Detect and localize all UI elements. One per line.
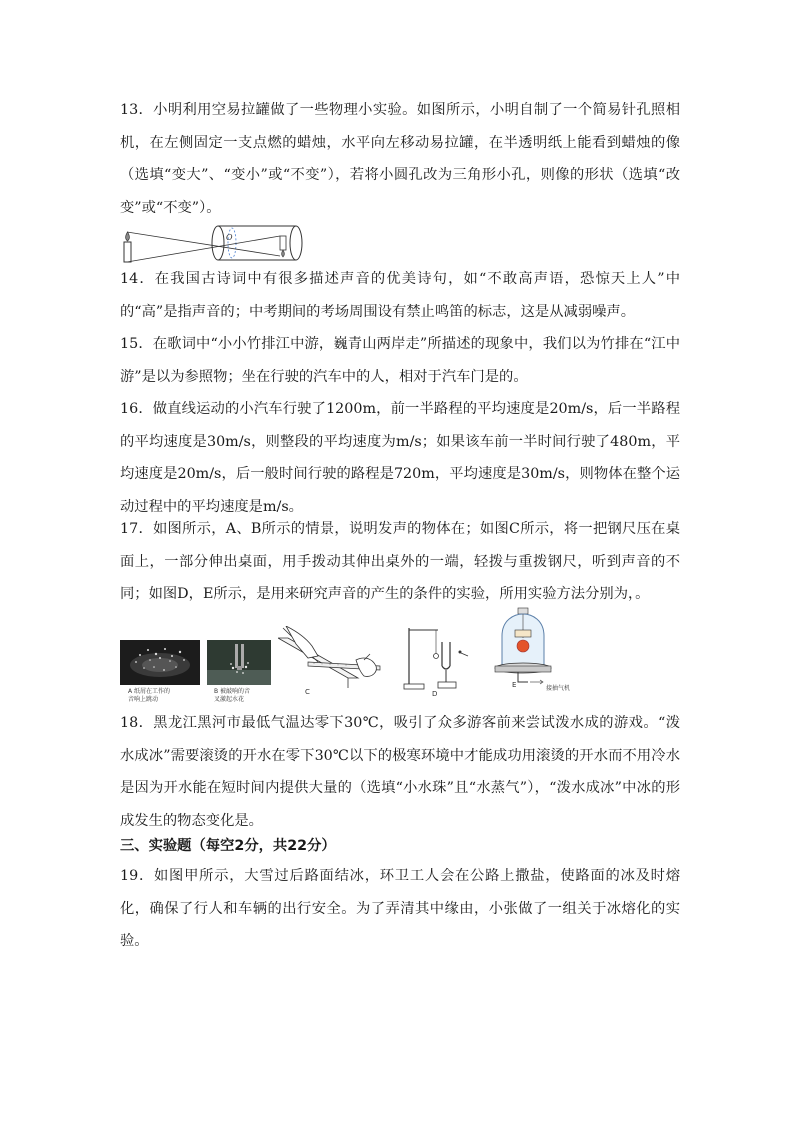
caption-a: A 纸屑在工作的 音响上跳动 bbox=[128, 688, 171, 703]
question-16 bbox=[120, 393, 680, 523]
figure-a-speaker-photo bbox=[120, 640, 200, 685]
question-19 bbox=[120, 860, 680, 958]
section-three-heading: 三、实验题（每空2分，共22分） bbox=[120, 838, 336, 854]
figure-d-tuning-fork-ball bbox=[400, 622, 470, 692]
question-15 bbox=[120, 328, 680, 393]
question-18-text: 18．黑龙江黑河市最低气温达零下30℃，吸引了众多游客前来尝试泼水成的游戏。“泼水成冰”需要滚烫的开水在零下30℃以下的极寒环境中才能成功用滚烫的开水而不用冷水是因为开水能在短时间内提供大量的（选填“小水珠”且“水蒸气”），“泼水成冰”中冰的形成发生的物态变化是。 bbox=[120, 715, 680, 829]
figure-e-bell-jar bbox=[488, 606, 558, 690]
question-13-text: 13．小明利用空易拉罐做了一些物理小实验。如图所示，小明自制了一个简易针孔照相机，在左侧固定一支点燃的蜡烛，水平向左移动易拉罐，在半透明纸上能看到蜡烛的像（选填“变大”、“变小”或“不变”），若将小圆孔改为三角形小孔，则像的形状（选填“改变”或“不变”）。 bbox=[120, 102, 680, 216]
question-17 bbox=[120, 513, 680, 611]
caption-d: D bbox=[432, 690, 438, 698]
speaker-paper-icon bbox=[120, 640, 200, 685]
tuning-fork-water-icon bbox=[207, 640, 271, 685]
question-19-text: 19．如图甲所示，大雪过后路面结冰，环卫工人会在公路上撒盐，使路面的冰及时熔化，确保了行人和车辆的出行安全。为了弄清其中缘由，小张做了一组关于冰熔化的实验。 bbox=[120, 868, 680, 949]
figure-c-ruler-desk bbox=[278, 626, 388, 688]
question-13 bbox=[120, 94, 680, 224]
caption-b: B 被敲响的音 叉激起水花 bbox=[214, 688, 251, 703]
question-14 bbox=[120, 263, 680, 328]
question-18 bbox=[120, 707, 680, 837]
question-15-text: 15．在歌词中“小小竹排江中游，巍青山两岸走”所描述的现象中，我们以为竹排在“江中游”是以为参照物；坐在行驶的汽车中的人，相对于汽车门是的。 bbox=[120, 336, 680, 385]
caption-e: E bbox=[512, 681, 517, 689]
caption-c: C bbox=[305, 688, 310, 696]
figure-b-tuning-fork-photo bbox=[207, 640, 271, 685]
question-14-text: 14．在我国古诗词中有很多描述声音的优美诗句，如“不敢高声语，恐惊天上人”中的“高”是指声音的；中考期间的考场周围设有禁止鸣笛的标志，这是从减弱噪声。 bbox=[120, 271, 680, 320]
question-16-text: 16．做直线运动的小汽车行驶了1200m，前一半路程的平均速度是20m/s，后一半路程的平均速度是30m/s，则整段的平均速度为m/s；如果该车前一半时间行驶了480m，平均速度是20m/s，后一般时间行驶的路程是720m，平均速度是30m/s，则物体在整个运动过程中的平均速度是m/s。 bbox=[120, 401, 680, 515]
pinhole-label-o: O bbox=[226, 233, 233, 242]
pinhole-camera-figure bbox=[120, 220, 310, 266]
caption-pump: 接抽气机 bbox=[546, 685, 571, 692]
question-17-text: 17．如图所示，A、B所示的情景，说明发声的物体在；如图C所示，将一把钢尺压在桌面上，一部分伸出桌面，用手拨动其伸出桌外的一端，轻拨与重拨钢尺，听到声音的不同；如图D，E所示，是用来研究声音的产生的条件的实验，所用实验方法分别为，。 bbox=[120, 521, 680, 602]
